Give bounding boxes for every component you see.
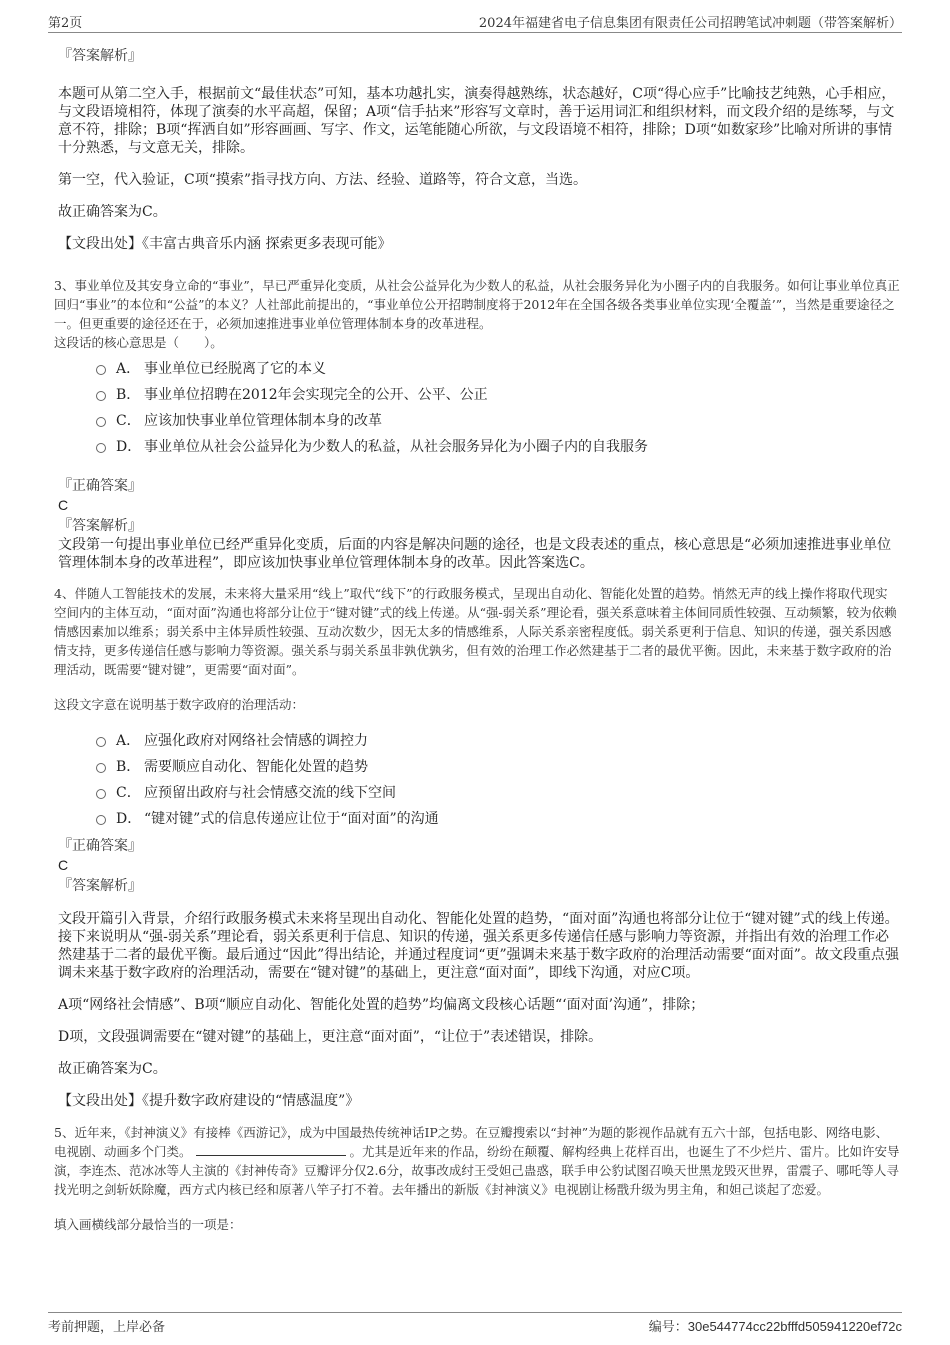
options-list: [58, 728, 900, 832]
fill-blank: [196, 1143, 346, 1156]
option-a[interactable]: A． 事业单位已经脱离了它的本义: [96, 356, 900, 382]
footer-slogan: 考前押题，上岸必备: [48, 1320, 166, 1335]
option-c[interactable]: C． 应预留出政府与社会情感交流的线下空间: [96, 780, 900, 806]
option-d[interactable]: D． 事业单位从社会公益异化为少数人的私益，从社会服务异化为小圈子内的自我服务: [96, 434, 900, 460]
analysis-paragraph: 本题可从第二空入手，根据前文“最佳状态”可知，基本功越扎实，演奏得越熟练，状态越好，C项“得心应手”比喻技艺纯熟，心手相应，与文段语境相符，体现了演奏的水平高超，保留；A项“信手拈来”形容写文章时，善于运用词汇和组织材料，而文段介绍的是练琴，与文意不符，排除；B项“挥洒自如”形容画画、写字、作文，运笔能随心所欲，与文段语境不相符，排除；D项“如数家珍”比喻对所讲的事情十分熟悉，与文意无关，排除。: [58, 86, 896, 156]
source-citation: 【文段出处】《提升数字政府建设的“情感温度”》: [58, 1093, 360, 1109]
question-prompt: 这段话的核心意思是（ ）。: [54, 335, 223, 350]
correct-answer-label: 『正确答案』: [58, 838, 142, 854]
analysis-paragraph: 文段第一句提出事业单位已经严重异化变质，后面的内容是解决问题的途径，也是文段表述的重点，核心意思是“必须加速推进事业单位管理体制本身的改革进程”，即应该加快事业单位管理体制本身的改革。因此答案选C。: [58, 537, 892, 571]
answer-conclusion: 故正确答案为C。: [58, 204, 167, 220]
page-content: [54, 40, 900, 1234]
question-prompt: 填入画横线部分最恰当的一项是：: [54, 1217, 242, 1232]
document-code: 编号：30e544774cc22bfffd505941220ef72c: [648, 1319, 902, 1334]
question-stem: 4、伴随人工智能技术的发展，未来将大量采用“线上”取代“线下”的行政服务模式，呈现出自动化、智能化处置的趋势。悄然无声的线上操作将取代现实空间内的主体互动，“面对面”沟通也将部分让位于“键对键”式的线上传递。从“强-弱关系”理论看，强关系意味着主体间同质性较强、互动频繁，较为依赖情感因素加以维系；弱关系中主体异质性较强、互动次数少，因无太多的情感维系，人际关系亲密程度低。弱关系更利于信息、知识的传递，强关系因感情支持，更多传递信任感与影响力等资源。强关系与弱关系虽非孰优孰劣，但有效的治理工作必然建基于二者的最优平衡。因此，未来基于数字政府的治理活动，既需要“键对键”，更需要“面对面”。: [54, 586, 897, 677]
option-b[interactable]: B． 需要顺应自动化、智能化处置的趋势: [96, 754, 900, 780]
analysis-paragraph: 第一空，代入验证，C项“摸索”指寻找方向、方法、经验、道路等，符合文意，当选。: [58, 172, 588, 188]
radio-icon[interactable]: [96, 815, 106, 825]
option-a[interactable]: A． 应强化政府对网络社会情感的调控力: [96, 728, 900, 754]
question-prompt: 这段文字意在说明基于数字政府的治理活动：: [54, 697, 305, 712]
analysis-label: 『答案解析』: [58, 48, 142, 64]
analysis-paragraph: D项，文段强调需要在“键对键”的基础上，更注意“面对面”，“让位于”表述错误，排除。: [58, 1029, 603, 1045]
radio-icon[interactable]: [96, 443, 106, 453]
correct-answer: C: [58, 857, 69, 873]
radio-icon[interactable]: [96, 417, 106, 427]
analysis-paragraph: A项“网络社会情感”、B项“顺应自动化、智能化处置的趋势”均偏离文段核心话题“‘面对面’沟通”，排除；: [58, 997, 705, 1013]
analysis-paragraph: 文段开篇引入背景，介绍行政服务模式未来将呈现出自动化、智能化处置的趋势，“面对面”沟通也将部分让位于“键对键”式的线上传递。接下来说明从“强-弱关系”理论看，弱关系更利于信息、知识的传递，强关系更多传递信任感与影响力等资源，并指出有效的治理工作必然建基于二者的最优平衡。最后通过“因此”得出结论，并通过程度词“更”强调未来基于数字政府的治理活动需要“面对面”。故文段重点强调未来基于数字政府的治理活动，需要在“键对键”的基础上，更注意“面对面”，即线下沟通，对应C项。: [58, 911, 899, 981]
radio-icon[interactable]: [96, 365, 106, 375]
analysis-label: 『答案解析』: [58, 878, 142, 894]
correct-answer: C: [58, 497, 69, 513]
question-stem: 3、事业单位及其安身立命的“事业”，早已严重异化变质，从社会公益异化为少数人的私益，从社会服务异化为小圈子内的自我服务。如何让事业单位真正回归“事业”的本位和“公益”的本义？人社部此前提出的，“事业单位公开招聘制度将于2012年在全国各级各类事业单位实现‘全覆盖’”，当然是重要途径之一。但更重要的途径还在于，必须加速推进事业单位管理体制本身的改革进程。: [54, 278, 900, 331]
question-stem: 5、近年来，《封神演义》有接棒《西游记》，成为中国最热传统神话IP之势。在豆瓣搜索以“封神”为题的影视作品就有五六十部，包括电影、网络电影、电视剧、动画多个门类。 。尤其是近年来的作品，纷纷在颠覆、解构经典上花样百出，也诞生了不少烂片、雷片。比如许安导演，李连杰、范冰冰等人主演的《封神传奇》豆瓣评分仅2.6分，故事改成纣王受妲己蛊惑，联手申公豹试图召唤天世黑龙毁灭世界，雷震子、哪吒等人寻找光明之剑斩妖除魔，西方式内核已经和原著八竿子打不着。去年播出的新版《封神演义》电视剧让杨戬升级为男主角，和妲己谈起了恋爱。: [54, 1125, 900, 1197]
option-d[interactable]: D． “键对键”式的信息传递应让位于“面对面”的沟通: [96, 806, 900, 832]
correct-answer-label: 『正确答案』: [58, 478, 142, 494]
radio-icon[interactable]: [96, 737, 106, 747]
source-citation: 【文段出处】《丰富古典音乐内涵 探索更多表现可能》: [58, 236, 392, 252]
page-header: [48, 10, 902, 33]
page-footer: [48, 1312, 902, 1335]
radio-icon[interactable]: [96, 789, 106, 799]
options-list: [58, 356, 900, 460]
radio-icon[interactable]: [96, 391, 106, 401]
option-c[interactable]: C． 应该加快事业单位管理体制本身的改革: [96, 408, 900, 434]
answer-conclusion: 故正确答案为C。: [58, 1061, 167, 1077]
document-title: 2024年福建省电子信息集团有限责任公司招聘笔试冲刺题（带答案解析）: [478, 16, 902, 31]
analysis-label: 『答案解析』: [58, 518, 142, 534]
option-b[interactable]: B． 事业单位招聘在2012年会实现完全的公开、公平、公正: [96, 382, 900, 408]
page-number: 第2页: [48, 16, 83, 31]
radio-icon[interactable]: [96, 763, 106, 773]
